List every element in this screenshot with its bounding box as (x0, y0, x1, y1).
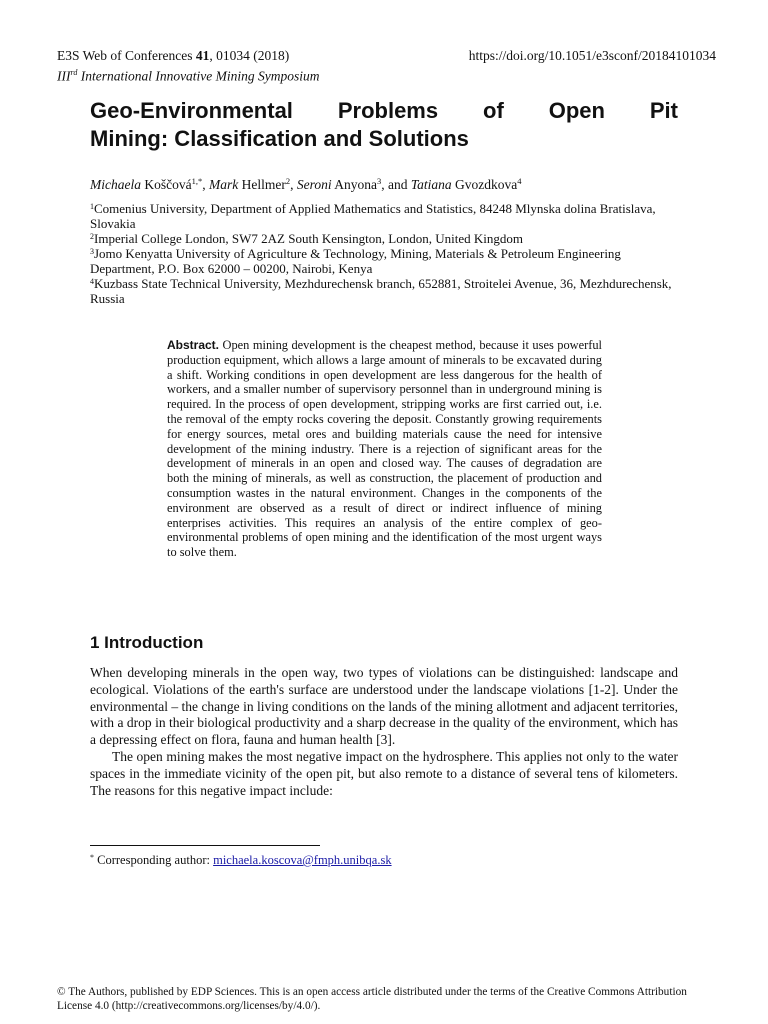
abstract (167, 338, 602, 560)
license-notice: © The Authors, published by EDP Sciences. This is an open access article distributed under the terms of the Creative Commons Attribution License 4.0 (http://creativecommons.org/licenses/by/4.0/). (57, 986, 687, 1012)
symposium-name: IIIrd International Innovative Mining Symposium (57, 68, 320, 84)
affiliation: $^2$Imperial College London, SW7 2AZ South Kensington, London, United Kingdom (90, 231, 523, 246)
footnote: * Corresponding author: michaela.koscova@fmph.unibqa.sk (90, 853, 392, 867)
paragraph: When developing minerals in the open way, two types of violations can be distinguished: landscape and ecological. Violations of the earth's surface are understood under the landscape violations [1-2]. Under the environmental – the change in living conditions on the lands of the mining allotment and adjacent territories, with a drop in their biological productivity and a sharp decrease in the quality of the environment, which has a depressing effect on flora, fauna and human health [3]. (90, 665, 678, 748)
abstract-label: Abstract. (167, 338, 220, 352)
paper-title-line-2: Mining: Classification and Solutions (90, 126, 469, 151)
doi-link[interactable]: https://doi.org/10.1051/e3sconf/20184101034 (468, 48, 716, 63)
footnote-divider (90, 845, 320, 846)
author: Michaela Koščová$^{1,*}$, (90, 176, 209, 192)
journal-citation: E3S Web of Conferences 41, 01034 (2018) (57, 48, 290, 63)
affiliation: $^1$Comenius University, Department of Applied Mathematics and Statistics, 84248 Mlynska dolina Bratislava, Slovakia (90, 201, 656, 231)
paragraph: The open mining makes the most negative impact on the hydrosphere. This applies not only to the water spaces in the immediate vicinity of the open pit, but also remote to a distance of several tens of kilometers. The reasons for this negative impact include: (90, 748, 678, 798)
paper-title-line-1: Geo-Environmental Problems of Open Pit (90, 98, 678, 123)
author: Mark Hellmer$^2$, (208, 176, 297, 192)
abstract-text: Open mining development is the cheapest method, because it uses powerful production equipment, which allows a large amount of minerals to be excavated during a shift. Working conditions in open development are less dangerous for the health of workers, and a smaller number of supervisory personnel than in underground mining is required. In the process of open development, stripping works are first carried out, i.e. the removal of the empty rocks covering the deposit. Constantly growing requirements for energy sources, metal ores and building materials cause the need for intensive development of the mining industry. There is a rejection of significant areas for the development of minerals in an open and closed way. The causes of degradation are both the mining of minerals, as well as construction, the placement of production and consumption wastes in the natural environment. Changes in the components of the environment are observed as a result of direct or indirect influence of mining enterprises activities. This requires an analysis of the entire complex of geo-environmental problems of open mining and the identification of the most urgent ways to solve them. (167, 338, 602, 560)
author: Seroni Anyona$^3$, and (296, 176, 411, 192)
affiliation: $^3$Jomo Kenyatta University of Agriculture & Technology, Mining, Materials & Petroleum Engineering Department, P.O. Box 62000 – 00200, Nairobi, Kenya (90, 246, 621, 276)
corresponding-email-link[interactable]: michaela.koscova@fmph.unibqa.sk (213, 853, 392, 867)
author-list (90, 177, 522, 193)
affiliation: $^4$Kuzbass State Technical University, Mezhdurechensk branch, 652881, Stroitelei Avenue, 36, Mezhdurechensk, Russia (90, 276, 672, 306)
author: Tatiana Gvozdkova$^4$ (410, 176, 522, 192)
section-body (90, 665, 678, 799)
affiliation-list (90, 201, 678, 306)
section-heading: 1 Introduction (90, 633, 204, 652)
journal-volume: 41 (195, 48, 210, 63)
paper-title (90, 97, 678, 153)
